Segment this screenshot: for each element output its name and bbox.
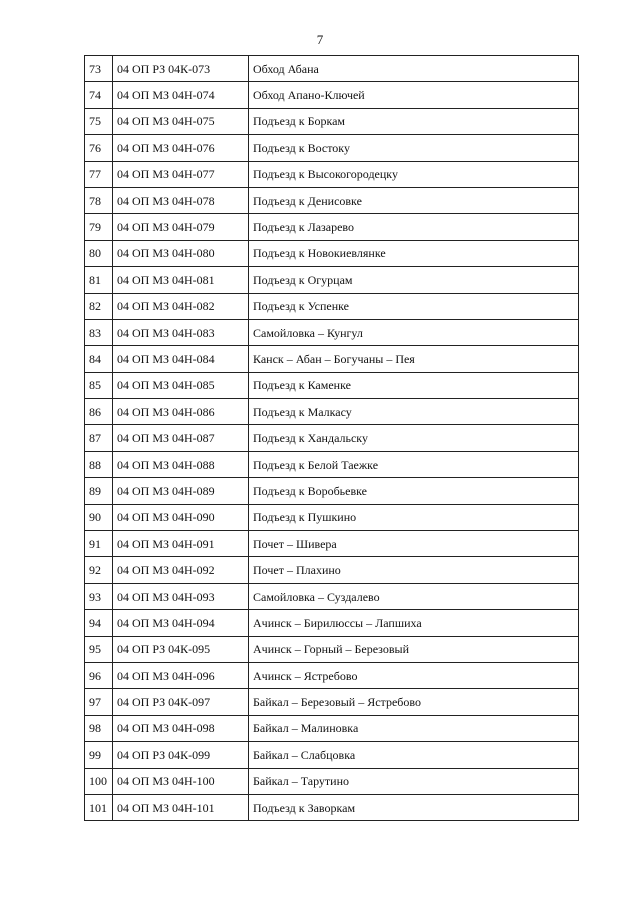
row-number-cell: 80	[85, 240, 113, 266]
row-number-cell: 74	[85, 82, 113, 108]
road-name-cell: Обход Апано-Ключей	[249, 82, 579, 108]
road-name-cell: Байкал – Березовый – Ястребово	[249, 689, 579, 715]
road-code-cell: 04 ОП МЗ 04Н-087	[113, 425, 249, 451]
table-row	[85, 187, 579, 213]
table-row	[85, 715, 579, 741]
road-code-cell: 04 ОП МЗ 04Н-080	[113, 240, 249, 266]
road-code-cell: 04 ОП МЗ 04Н-079	[113, 214, 249, 240]
road-code-cell: 04 ОП МЗ 04Н-093	[113, 583, 249, 609]
road-code-cell: 04 ОП МЗ 04Н-094	[113, 610, 249, 636]
road-name-cell: Байкал – Слабцовка	[249, 742, 579, 768]
row-number-cell: 86	[85, 399, 113, 425]
road-name-cell: Подъезд к Белой Таежке	[249, 451, 579, 477]
road-name-cell: Подъезд к Каменке	[249, 372, 579, 398]
row-number-cell: 100	[85, 768, 113, 794]
table-row	[85, 531, 579, 557]
row-number-cell: 92	[85, 557, 113, 583]
row-number-cell: 85	[85, 372, 113, 398]
road-name-cell: Подъезд к Огурцам	[249, 267, 579, 293]
road-name-cell: Байкал – Малиновка	[249, 715, 579, 741]
road-code-cell: 04 ОП МЗ 04Н-077	[113, 161, 249, 187]
row-number-cell: 77	[85, 161, 113, 187]
road-name-cell: Подъезд к Хандальску	[249, 425, 579, 451]
row-number-cell: 83	[85, 319, 113, 345]
road-code-cell: 04 ОП РЗ 04К-097	[113, 689, 249, 715]
row-number-cell: 79	[85, 214, 113, 240]
road-code-cell: 04 ОП МЗ 04Н-081	[113, 267, 249, 293]
row-number-cell: 98	[85, 715, 113, 741]
table-row	[85, 504, 579, 530]
row-number-cell: 91	[85, 531, 113, 557]
road-code-cell: 04 ОП МЗ 04Н-088	[113, 451, 249, 477]
road-name-cell: Подъезд к Воробьевке	[249, 478, 579, 504]
row-number-cell: 96	[85, 662, 113, 688]
road-code-cell: 04 ОП МЗ 04Н-091	[113, 531, 249, 557]
table-row	[85, 768, 579, 794]
table-row	[85, 267, 579, 293]
row-number-cell: 94	[85, 610, 113, 636]
row-number-cell: 81	[85, 267, 113, 293]
table-row	[85, 636, 579, 662]
road-code-cell: 04 ОП МЗ 04Н-090	[113, 504, 249, 530]
road-name-cell: Почет – Плахино	[249, 557, 579, 583]
table-row	[85, 372, 579, 398]
table-row	[85, 56, 579, 82]
road-code-cell: 04 ОП МЗ 04Н-075	[113, 108, 249, 134]
road-code-cell: 04 ОП МЗ 04Н-101	[113, 794, 249, 820]
row-number-cell: 73	[85, 56, 113, 82]
road-name-cell: Подъезд к Малкасу	[249, 399, 579, 425]
table-row	[85, 135, 579, 161]
table-row	[85, 583, 579, 609]
road-name-cell: Подъезд к Лазарево	[249, 214, 579, 240]
road-name-cell: Самойловка – Суздалево	[249, 583, 579, 609]
table-row	[85, 82, 579, 108]
road-name-cell: Почет – Шивера	[249, 531, 579, 557]
table-row	[85, 425, 579, 451]
table-row	[85, 794, 579, 820]
road-code-cell: 04 ОП МЗ 04Н-082	[113, 293, 249, 319]
table-row	[85, 240, 579, 266]
road-name-cell: Ачинск – Горный – Березовый	[249, 636, 579, 662]
table-row	[85, 293, 579, 319]
road-code-cell: 04 ОП МЗ 04Н-089	[113, 478, 249, 504]
road-code-cell: 04 ОП МЗ 04Н-074	[113, 82, 249, 108]
table-row	[85, 161, 579, 187]
road-code-cell: 04 ОП РЗ 04К-073	[113, 56, 249, 82]
row-number-cell: 97	[85, 689, 113, 715]
row-number-cell: 90	[85, 504, 113, 530]
road-name-cell: Подъезд к Заворкам	[249, 794, 579, 820]
row-number-cell: 101	[85, 794, 113, 820]
road-code-cell: 04 ОП МЗ 04Н-076	[113, 135, 249, 161]
road-name-cell: Ачинск – Ястребово	[249, 662, 579, 688]
table-row	[85, 346, 579, 372]
road-code-cell: 04 ОП МЗ 04Н-083	[113, 319, 249, 345]
row-number-cell: 76	[85, 135, 113, 161]
road-name-cell: Подъезд к Востоку	[249, 135, 579, 161]
table-row	[85, 662, 579, 688]
table-row	[85, 742, 579, 768]
road-name-cell: Подъезд к Пушкино	[249, 504, 579, 530]
table-row	[85, 478, 579, 504]
table-row	[85, 610, 579, 636]
road-code-cell: 04 ОП МЗ 04Н-092	[113, 557, 249, 583]
road-name-cell: Подъезд к Успенке	[249, 293, 579, 319]
road-code-cell: 04 ОП МЗ 04Н-086	[113, 399, 249, 425]
row-number-cell: 78	[85, 187, 113, 213]
row-number-cell: 99	[85, 742, 113, 768]
page-number: 7	[316, 32, 324, 47]
road-name-cell: Подъезд к Высокогородецку	[249, 161, 579, 187]
road-name-cell: Подъезд к Денисовке	[249, 187, 579, 213]
road-name-cell: Байкал – Тарутино	[249, 768, 579, 794]
road-code-cell: 04 ОП МЗ 04Н-098	[113, 715, 249, 741]
road-code-cell: 04 ОП МЗ 04Н-084	[113, 346, 249, 372]
table-row	[85, 689, 579, 715]
table-row	[85, 399, 579, 425]
table-row	[85, 451, 579, 477]
table-row	[85, 319, 579, 345]
road-code-cell: 04 ОП МЗ 04Н-078	[113, 187, 249, 213]
table-row	[85, 108, 579, 134]
road-name-cell: Ачинск – Бирилюссы – Лапшиха	[249, 610, 579, 636]
roads-table-body	[85, 56, 579, 821]
road-code-cell: 04 ОП МЗ 04Н-096	[113, 662, 249, 688]
road-name-cell: Обход Абана	[249, 56, 579, 82]
row-number-cell: 95	[85, 636, 113, 662]
road-code-cell: 04 ОП РЗ 04К-099	[113, 742, 249, 768]
row-number-cell: 75	[85, 108, 113, 134]
table-row	[85, 557, 579, 583]
row-number-cell: 88	[85, 451, 113, 477]
row-number-cell: 82	[85, 293, 113, 319]
road-name-cell: Самойловка – Кунгул	[249, 319, 579, 345]
road-name-cell: Подъезд к Боркам	[249, 108, 579, 134]
road-name-cell: Подъезд к Новокиевлянке	[249, 240, 579, 266]
table-row	[85, 214, 579, 240]
road-code-cell: 04 ОП МЗ 04Н-100	[113, 768, 249, 794]
row-number-cell: 87	[85, 425, 113, 451]
row-number-cell: 84	[85, 346, 113, 372]
road-code-cell: 04 ОП РЗ 04К-095	[113, 636, 249, 662]
row-number-cell: 89	[85, 478, 113, 504]
road-code-cell: 04 ОП МЗ 04Н-085	[113, 372, 249, 398]
roads-table	[84, 55, 579, 821]
road-name-cell: Канск – Абан – Богучаны – Пея	[249, 346, 579, 372]
row-number-cell: 93	[85, 583, 113, 609]
